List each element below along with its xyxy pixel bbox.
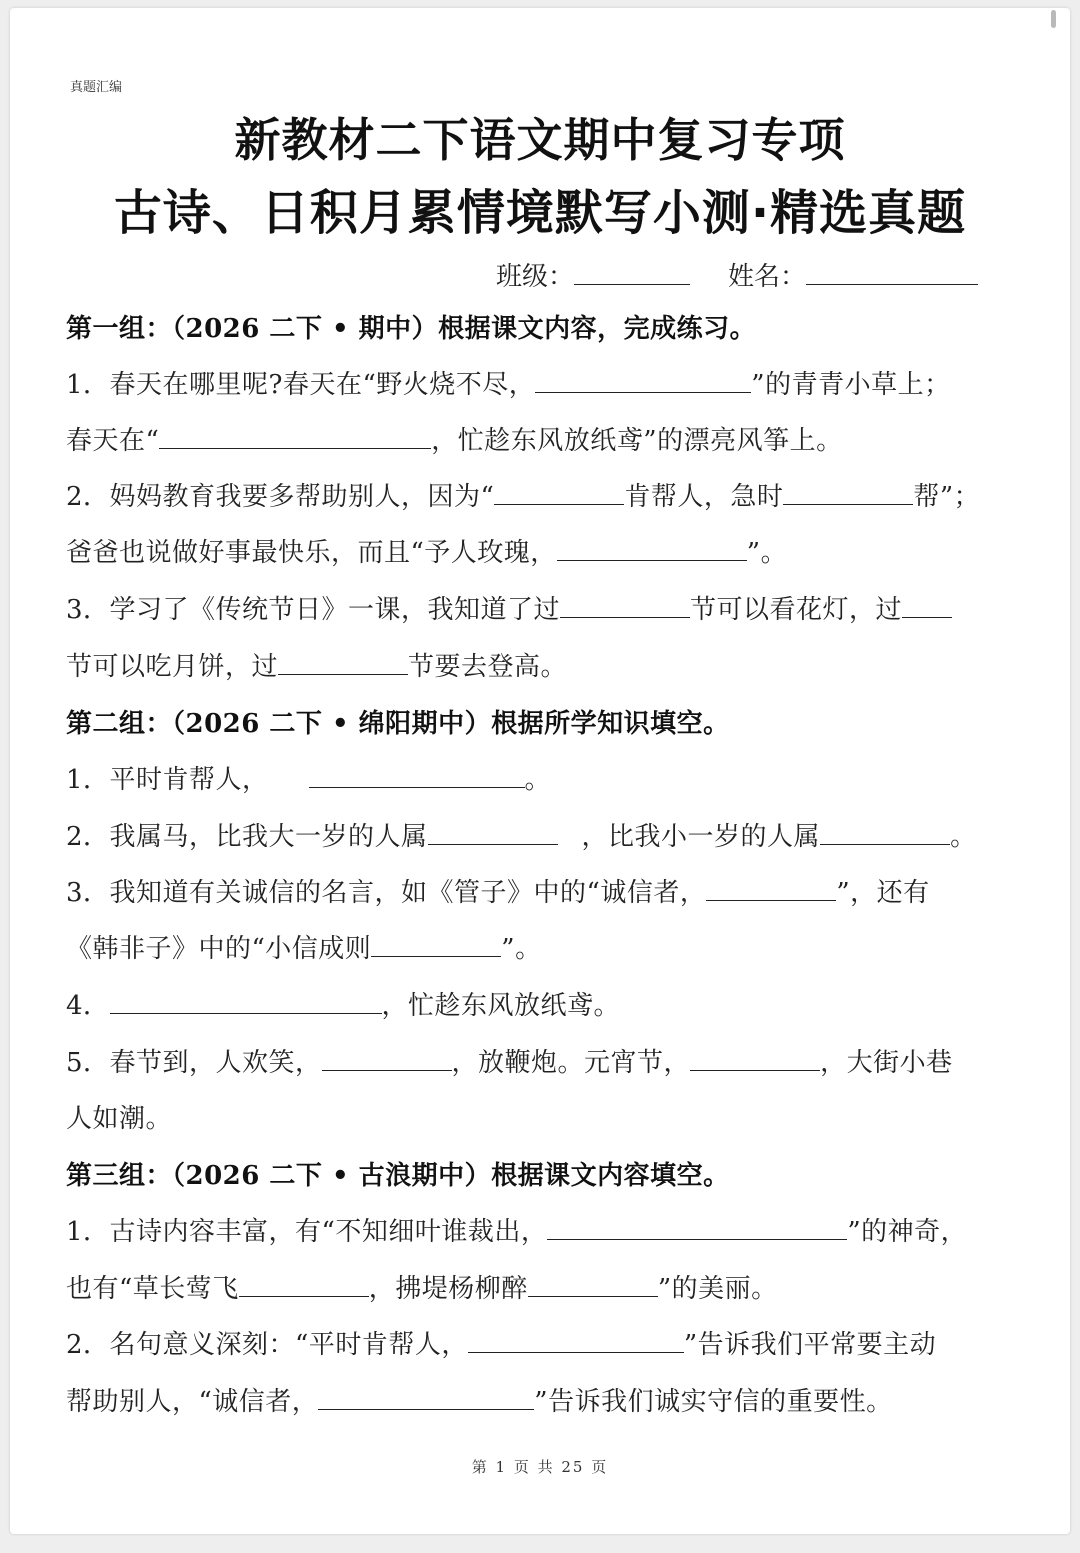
text: ”，还有 bbox=[836, 878, 930, 908]
answer-blank[interactable] bbox=[560, 593, 690, 618]
answer-blank[interactable] bbox=[547, 1215, 847, 1240]
text: 肯帮人，急时 bbox=[624, 482, 784, 512]
text: ”告诉我们平常要主动 bbox=[683, 1330, 937, 1360]
answer-blank[interactable] bbox=[535, 368, 751, 393]
text: 5．春节到，人欢笑， bbox=[66, 1048, 322, 1078]
page-number: 第 1 页 共 25 页 bbox=[471, 1458, 609, 1476]
text: 人如潮。 bbox=[66, 1104, 173, 1134]
text: 。 bbox=[950, 822, 977, 852]
text: ，忙趁东风放纸鸢”的漂亮风筝上。 bbox=[431, 426, 843, 456]
class-field bbox=[496, 256, 690, 293]
answer-blank[interactable] bbox=[528, 1272, 658, 1297]
answer-blank[interactable] bbox=[706, 876, 836, 901]
text: ，忙趁东风放纸鸢。 bbox=[381, 991, 621, 1021]
answer-blank[interactable] bbox=[278, 650, 408, 675]
group3-heading: 第三组：（2026 二下 • 古浪期中）根据课文内容填空。 bbox=[66, 1161, 730, 1191]
text: 《韩非子》中的“小信成则 bbox=[66, 934, 372, 964]
text: 3．我知道有关诚信的名言，如《管子》中的“诚信者， bbox=[66, 878, 707, 908]
text: 节可以吃月饼，过 bbox=[66, 652, 279, 682]
answer-blank[interactable] bbox=[557, 536, 747, 561]
text: 2．我属马，比我大一岁的人属 bbox=[66, 822, 428, 852]
answer-blank[interactable] bbox=[318, 1385, 534, 1410]
class-label: 班级： bbox=[496, 262, 575, 292]
group2-q5-line2 bbox=[66, 1102, 172, 1136]
text: 2．名句意义深刻：“平时肯帮人， bbox=[66, 1330, 468, 1360]
text: ，拂堤杨柳醉 bbox=[368, 1274, 528, 1304]
text: ，比我小一岁的人属 bbox=[581, 822, 821, 852]
name-field bbox=[728, 256, 978, 293]
group1-q1-line2 bbox=[66, 424, 843, 458]
text: ，大街小巷 bbox=[820, 1048, 953, 1078]
source-tag: 真题汇编 bbox=[70, 80, 123, 95]
text: ”。 bbox=[746, 538, 788, 568]
group3-q1-line1 bbox=[66, 1215, 967, 1249]
text: ”的美丽。 bbox=[657, 1274, 778, 1304]
answer-blank[interactable] bbox=[239, 1272, 369, 1297]
text: ”的神奇， bbox=[847, 1217, 968, 1247]
text: ”的青青小草上； bbox=[751, 370, 951, 400]
group1-q3-line1 bbox=[66, 593, 952, 627]
group3-q2-line2 bbox=[66, 1385, 893, 1419]
text: 也有“草长莺飞 bbox=[66, 1274, 239, 1304]
text: 节可以看花灯，过 bbox=[690, 595, 903, 625]
text: 2．妈妈教育我要多帮助别人，因为“ bbox=[66, 482, 495, 512]
scrollbar[interactable] bbox=[1051, 10, 1056, 28]
text: 1．古诗内容丰富，有“不知细叶谁裁出， bbox=[66, 1217, 548, 1247]
group2-heading: 第二组：（2026 二下 • 绵阳期中）根据所学知识填空。 bbox=[66, 709, 730, 739]
group3-q2-line1 bbox=[66, 1328, 936, 1362]
group1-q3-line2 bbox=[66, 650, 567, 684]
title-line-1: 新教材二下语文期中复习专项 bbox=[234, 113, 846, 167]
answer-blank[interactable] bbox=[110, 989, 382, 1014]
answer-blank[interactable] bbox=[468, 1328, 684, 1353]
text: 1．平时肯帮人， bbox=[66, 765, 269, 795]
title-line-2: 古诗、日积月累情境默写小测·精选真题 bbox=[113, 185, 967, 241]
answer-blank[interactable] bbox=[428, 820, 558, 845]
answer-blank[interactable] bbox=[783, 480, 913, 505]
group2-q4 bbox=[66, 989, 620, 1023]
group3-q1-line2 bbox=[66, 1272, 778, 1306]
group2-q1 bbox=[66, 763, 551, 797]
answer-blank[interactable] bbox=[494, 480, 624, 505]
answer-blank[interactable] bbox=[690, 1046, 820, 1071]
answer-blank[interactable] bbox=[159, 424, 431, 449]
group2-q3-line2 bbox=[66, 932, 542, 966]
group1-q1-line1 bbox=[66, 368, 951, 402]
answer-blank[interactable] bbox=[902, 593, 952, 618]
answer-blank[interactable] bbox=[820, 820, 950, 845]
name-blank[interactable] bbox=[806, 256, 978, 285]
name-label: 姓名： bbox=[728, 262, 807, 292]
text: 爸爸也说做好事最快乐，而且“予人玫瑰， bbox=[66, 538, 557, 568]
group2-q5-line1 bbox=[66, 1046, 953, 1080]
answer-blank[interactable] bbox=[371, 932, 501, 957]
group2-q3-line1 bbox=[66, 876, 930, 910]
text: ”。 bbox=[501, 934, 542, 964]
group1-heading: 第一组：（2026 二下 • 期中）根据课文内容，完成练习。 bbox=[66, 314, 757, 344]
text: 3．学习了《传统节日》一课，我知道了过 bbox=[66, 595, 561, 625]
text: ”告诉我们诚实守信的重要性。 bbox=[534, 1387, 893, 1417]
bottom-edge bbox=[0, 1536, 1080, 1553]
class-blank[interactable] bbox=[574, 256, 690, 285]
text: 节要去登高。 bbox=[408, 652, 568, 682]
answer-blank[interactable] bbox=[309, 763, 525, 788]
group2-q2 bbox=[66, 820, 977, 854]
text: 4． bbox=[66, 991, 110, 1021]
text: ，放鞭炮。元宵节， bbox=[451, 1048, 691, 1078]
answer-blank[interactable] bbox=[322, 1046, 452, 1071]
text: 帮助别人，“诚信者， bbox=[66, 1387, 319, 1417]
text: 春天在“ bbox=[66, 426, 160, 456]
group1-q2-line2 bbox=[66, 536, 787, 570]
text: 。 bbox=[524, 765, 552, 795]
text: 1．春天在哪里呢?春天在“野火烧不尽， bbox=[66, 370, 536, 400]
text: 帮”； bbox=[913, 482, 981, 512]
group1-q2-line1 bbox=[66, 480, 980, 514]
